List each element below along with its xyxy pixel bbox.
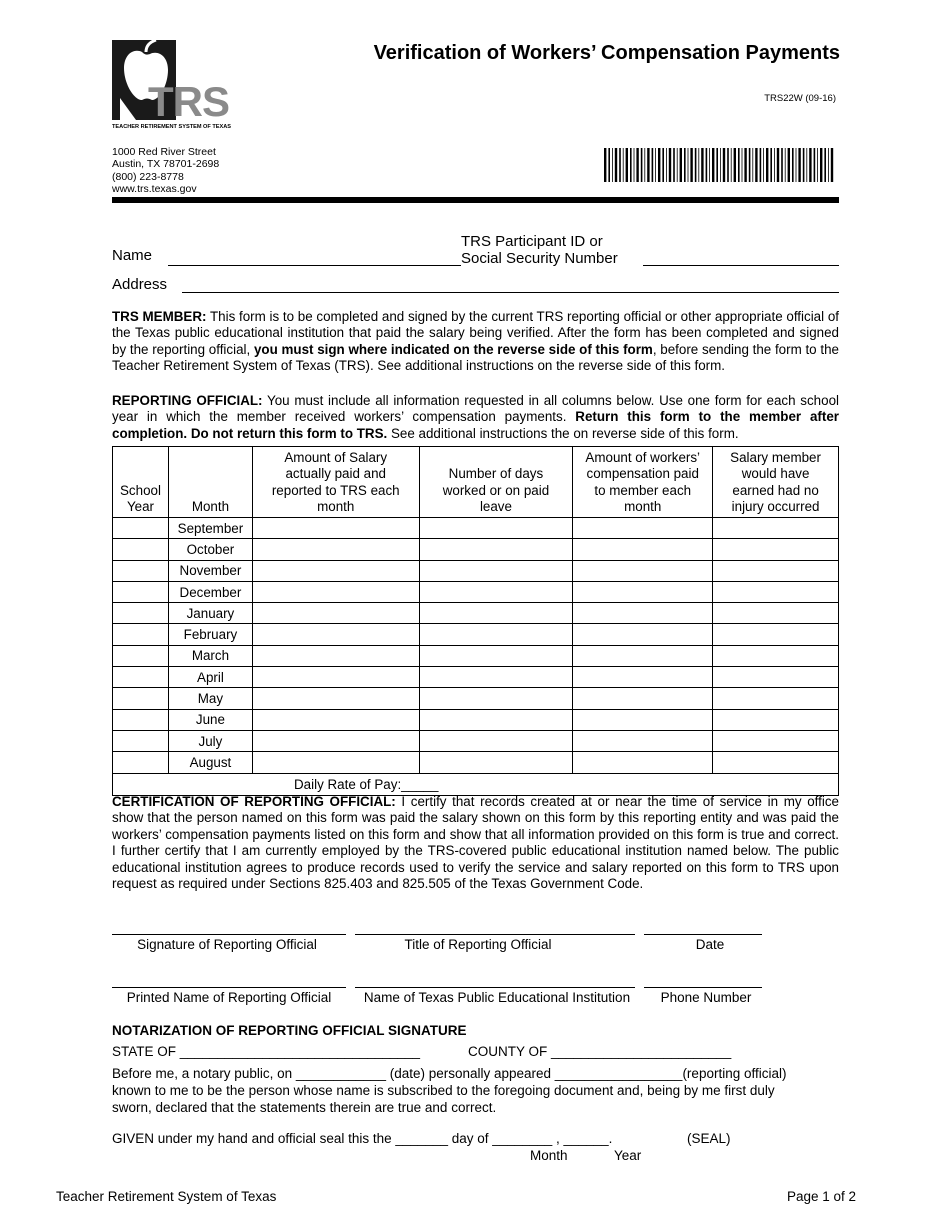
col-month: Month <box>168 447 252 518</box>
daily-rate-label[interactable]: Daily Rate of Pay:_____ <box>113 773 839 795</box>
id-label-line: TRS Participant ID or <box>461 233 603 250</box>
barcode-bar <box>630 148 632 182</box>
entry-cell[interactable] <box>573 581 713 602</box>
barcode-bar <box>820 148 822 182</box>
barcode-bar <box>655 148 656 182</box>
table-row <box>113 667 839 688</box>
barcode-bar <box>723 148 725 182</box>
entry-cell[interactable] <box>252 539 419 560</box>
month-cell: July <box>168 730 252 751</box>
barcode-bar <box>785 148 786 182</box>
entry-cell[interactable] <box>573 688 713 709</box>
barcode-bar <box>817 148 818 182</box>
entry-cell[interactable] <box>573 603 713 624</box>
entry-cell[interactable] <box>113 645 169 666</box>
entry-cell[interactable] <box>252 581 419 602</box>
col-workers-comp: Amount of workers’ compensation paid to member each month <box>573 447 713 518</box>
address-line: 1000 Red River Street <box>112 146 216 158</box>
col-days-worked: Number of days worked or on paid leave <box>419 447 573 518</box>
entry-cell[interactable] <box>713 624 839 645</box>
member-emphasis: you must sign where indicated on the reverse side of this form <box>253 341 653 357</box>
barcode-bar <box>749 148 751 182</box>
barcode-bar <box>712 148 714 182</box>
official-instructions <box>112 393 839 442</box>
entry-cell[interactable] <box>713 539 839 560</box>
state-of-field[interactable]: STATE OF ________________________________ <box>112 1044 421 1059</box>
signature-field[interactable] <box>112 934 346 935</box>
entry-cell[interactable] <box>419 752 573 773</box>
entry-cell[interactable] <box>419 518 573 539</box>
entry-cell[interactable] <box>113 603 169 624</box>
entry-cell[interactable] <box>252 667 419 688</box>
entry-cell[interactable] <box>252 560 419 581</box>
table-row <box>113 603 839 624</box>
barcode-bar <box>690 148 692 182</box>
barcode-bar <box>803 148 805 182</box>
notary-line: sworn, declared that the statements therein are true and correct. <box>112 1099 497 1115</box>
entry-cell[interactable] <box>713 667 839 688</box>
entry-cell[interactable] <box>573 752 713 773</box>
entry-cell[interactable] <box>252 709 419 730</box>
logo-text: TRS <box>148 78 229 125</box>
entry-cell[interactable] <box>419 560 573 581</box>
participant-id-field[interactable] <box>643 265 839 266</box>
entry-cell[interactable] <box>419 667 573 688</box>
notary-line: known to me to be the person whose name is subscribed to the foregoing document and, being by me first duly <box>112 1082 775 1098</box>
entry-cell[interactable] <box>252 752 419 773</box>
footer-org: Teacher Retirement System of Texas <box>56 1189 277 1204</box>
barcode-bar <box>634 148 635 182</box>
institution-caption: Name of Texas Public Educational Institution <box>363 990 631 1005</box>
barcode-bar <box>731 148 732 182</box>
entry-cell[interactable] <box>713 560 839 581</box>
daily-rate-row <box>113 773 839 795</box>
seal-label: (SEAL) <box>687 1131 731 1146</box>
barcode-bar <box>677 148 678 182</box>
table-row <box>113 539 839 560</box>
entry-cell[interactable] <box>573 709 713 730</box>
date-field[interactable] <box>644 934 762 935</box>
barcode-bar <box>619 148 621 182</box>
barcode-bar <box>720 148 721 182</box>
trs-logo <box>112 40 232 132</box>
entry-cell[interactable] <box>573 645 713 666</box>
barcode-bar <box>766 148 768 182</box>
barcode-bar <box>798 148 800 182</box>
col-school-year: School Year <box>113 447 169 518</box>
address-line: (800) 223-8778 <box>112 170 184 183</box>
barcode-bar <box>760 148 762 182</box>
signature-caption: Signature of Reporting Official <box>137 937 317 952</box>
title-caption: Title of Reporting Official <box>404 937 552 952</box>
barcode-bar <box>781 148 783 182</box>
page-title: Verification of Workers’ Compensation Payments <box>373 42 840 64</box>
header-rule <box>112 197 839 203</box>
entry-cell[interactable] <box>113 667 169 688</box>
entry-cell[interactable] <box>252 645 419 666</box>
phone-field[interactable] <box>644 987 762 988</box>
barcode-bar <box>641 148 643 182</box>
official-emphasis: Return this form to the member after completion. Do not return this form to TRS. <box>112 409 839 441</box>
payment-table <box>112 446 839 796</box>
table-row <box>113 518 839 539</box>
barcode <box>604 148 836 182</box>
address-line: www.trs.texas.gov <box>112 182 197 195</box>
logo-subtitle: TEACHER RETIREMENT SYSTEM OF TEXAS <box>112 124 232 130</box>
table-row <box>113 581 839 602</box>
barcode-bar <box>796 148 797 182</box>
month-cell: December <box>168 581 252 602</box>
given-line[interactable]: GIVEN under my hand and official seal this the _______ day of ________ , ______. <box>112 1131 613 1146</box>
entry-cell[interactable] <box>573 667 713 688</box>
entry-cell[interactable] <box>573 539 713 560</box>
notary-statement <box>112 1066 852 1116</box>
name-label: Name <box>112 247 153 264</box>
barcode-bar <box>662 148 664 182</box>
form-number: TRS22W (09-16) <box>764 93 836 104</box>
county-of-field[interactable]: COUNTY OF ________________________ <box>468 1044 732 1059</box>
official-heading: REPORTING OFFICIAL: <box>112 393 263 408</box>
certification-text <box>112 794 839 892</box>
member-heading: TRS MEMBER: <box>112 309 207 324</box>
id-label-line: Social Security Number <box>461 250 618 267</box>
barcode-bar <box>626 148 628 182</box>
barcode-bar <box>608 148 610 182</box>
entry-cell[interactable] <box>419 730 573 751</box>
entry-cell[interactable] <box>252 603 419 624</box>
entry-cell[interactable] <box>252 624 419 645</box>
table-row <box>113 560 839 581</box>
barcode-bar <box>744 148 746 182</box>
month-cell: September <box>168 518 252 539</box>
barcode-bar <box>814 148 816 182</box>
entry-cell[interactable] <box>419 688 573 709</box>
barcode-bar <box>738 148 740 182</box>
barcode-bar <box>770 148 772 182</box>
entry-cell[interactable] <box>713 581 839 602</box>
title-field[interactable] <box>355 934 635 935</box>
barcode-bar <box>623 148 624 182</box>
entry-cell[interactable] <box>713 709 839 730</box>
participant-id-label <box>461 233 618 267</box>
trs-address <box>112 146 219 195</box>
official-text: See additional instructions the on reverse side of this form. <box>387 425 739 441</box>
col-salary-paid: Amount of Salary actually paid and reported to TRS each month <box>252 447 419 518</box>
entry-cell[interactable] <box>573 624 713 645</box>
address-field[interactable] <box>182 292 839 293</box>
date-caption: Date <box>695 937 725 952</box>
barcode-bar <box>706 148 708 182</box>
barcode-bar <box>669 148 671 182</box>
barcode-bar <box>734 148 736 182</box>
table-row <box>113 688 839 709</box>
barcode-bar <box>763 148 764 182</box>
entry-cell[interactable] <box>419 581 573 602</box>
entry-cell[interactable] <box>573 518 713 539</box>
member-text: , before sending the form to the Teacher Retirement System of Texas (TRS). See additional instructions on the reverse side of this form. <box>112 341 839 374</box>
page-number: Page 1 of 2 <box>786 1189 856 1204</box>
address-label: Address <box>112 276 168 293</box>
address-line: Austin, TX 78701-2698 <box>112 158 220 171</box>
month-label: Month <box>530 1148 568 1163</box>
entry-cell[interactable] <box>419 624 573 645</box>
entry-cell[interactable] <box>113 518 169 539</box>
member-instructions <box>112 309 839 375</box>
barcode-bar <box>673 148 675 182</box>
month-cell: February <box>168 624 252 645</box>
table-row <box>113 730 839 751</box>
entry-cell[interactable] <box>419 709 573 730</box>
printed-name-caption: Printed Name of Reporting Official <box>126 990 332 1005</box>
entry-cell[interactable] <box>713 645 839 666</box>
table-row <box>113 709 839 730</box>
table-row <box>113 624 839 645</box>
barcode-bar <box>604 148 606 182</box>
table-row <box>113 645 839 666</box>
barcode-bar <box>666 148 667 182</box>
barcode-bar <box>684 148 686 182</box>
notarization-heading: NOTARIZATION OF REPORTING OFFICIAL SIGNATURE <box>112 1023 467 1038</box>
month-cell: April <box>168 667 252 688</box>
entry-cell[interactable] <box>252 688 419 709</box>
table-row <box>113 752 839 773</box>
notary-line: Before me, a notary public, on ____________ (date) personally appeared _________________(reporting official) <box>112 1066 787 1081</box>
month-cell: June <box>168 709 252 730</box>
barcode-bar <box>658 148 660 182</box>
printed-name-field[interactable] <box>112 987 346 988</box>
entry-cell[interactable] <box>113 688 169 709</box>
table-header-row <box>113 447 839 518</box>
barcode-bar <box>774 148 775 182</box>
barcode-bar <box>806 148 807 182</box>
institution-field[interactable] <box>355 987 635 988</box>
barcode-bar <box>652 148 654 182</box>
entry-cell[interactable] <box>713 518 839 539</box>
entry-cell[interactable] <box>573 560 713 581</box>
entry-cell[interactable] <box>713 730 839 751</box>
year-label: Year <box>614 1148 642 1163</box>
barcode-bar <box>742 148 743 182</box>
entry-cell[interactable] <box>419 645 573 666</box>
certification-body: I certify that records created at or near the time of service in my office show that the person named on this form was paid the salary shown on this form by this reporting entity and was paid the workers’ compensation payments listed on this form and show that all information provided on this form is true and correct. I further certify that I am currently employed by the TRS-covered public educational institution named below. The public educational institution agrees to produce records used to verify the service and salary reported on this form to TRS upon request as required under Sections 825.403 and 825.505 of the Texas Government Code. <box>112 794 839 892</box>
entry-cell[interactable] <box>113 752 169 773</box>
barcode-bar <box>777 148 779 182</box>
barcode-bar <box>688 148 689 182</box>
month-cell: August <box>168 752 252 773</box>
barcode-bar <box>701 148 703 182</box>
barcode-bar <box>824 148 826 182</box>
certification-heading: CERTIFICATION OF REPORTING OFFICIAL: <box>112 794 396 809</box>
member-text: This form is to be completed and signed by the current TRS reporting official or other appropriate official of the Texas public educational institution that paid the salary being verified. After the form has been completed and signed by the reporting official, <box>112 309 839 357</box>
entry-cell[interactable] <box>113 560 169 581</box>
barcode-bar <box>647 148 649 182</box>
barcode-bar <box>828 148 829 182</box>
barcode-bar <box>698 148 699 182</box>
barcode-bar <box>716 148 718 182</box>
entry-cell[interactable] <box>113 581 169 602</box>
entry-cell[interactable] <box>713 603 839 624</box>
barcode-bar <box>755 148 757 182</box>
barcode-bar <box>612 148 613 182</box>
entry-cell[interactable] <box>713 752 839 773</box>
entry-cell[interactable] <box>713 688 839 709</box>
entry-cell[interactable] <box>419 539 573 560</box>
barcode-bar <box>792 148 794 182</box>
entry-cell[interactable] <box>113 730 169 751</box>
entry-cell[interactable] <box>252 730 419 751</box>
barcode-bar <box>615 148 617 182</box>
barcode-bar <box>636 148 638 182</box>
month-cell: January <box>168 603 252 624</box>
month-cell: October <box>168 539 252 560</box>
month-cell: May <box>168 688 252 709</box>
barcode-bar <box>644 148 645 182</box>
barcode-bar <box>831 148 833 182</box>
entry-cell[interactable] <box>573 730 713 751</box>
month-cell: November <box>168 560 252 581</box>
name-field[interactable] <box>168 265 461 266</box>
entry-cell[interactable] <box>113 539 169 560</box>
entry-cell[interactable] <box>113 624 169 645</box>
barcode-bar <box>727 148 729 182</box>
barcode-bar <box>809 148 811 182</box>
month-cell: March <box>168 645 252 666</box>
barcode-bar <box>788 148 790 182</box>
col-salary-would-have-earned: Salary member would have earned had no injury occurred <box>713 447 839 518</box>
phone-caption: Phone Number <box>660 990 752 1005</box>
barcode-bar <box>752 148 753 182</box>
barcode-bar <box>695 148 697 182</box>
barcode-bar <box>680 148 682 182</box>
official-text: You must include all information requested in all columns below. Use one form for each school year in which the member received workers’ compensation payments. <box>112 393 839 425</box>
barcode-bar <box>709 148 710 182</box>
entry-cell[interactable] <box>252 518 419 539</box>
entry-cell[interactable] <box>113 709 169 730</box>
entry-cell[interactable] <box>419 603 573 624</box>
